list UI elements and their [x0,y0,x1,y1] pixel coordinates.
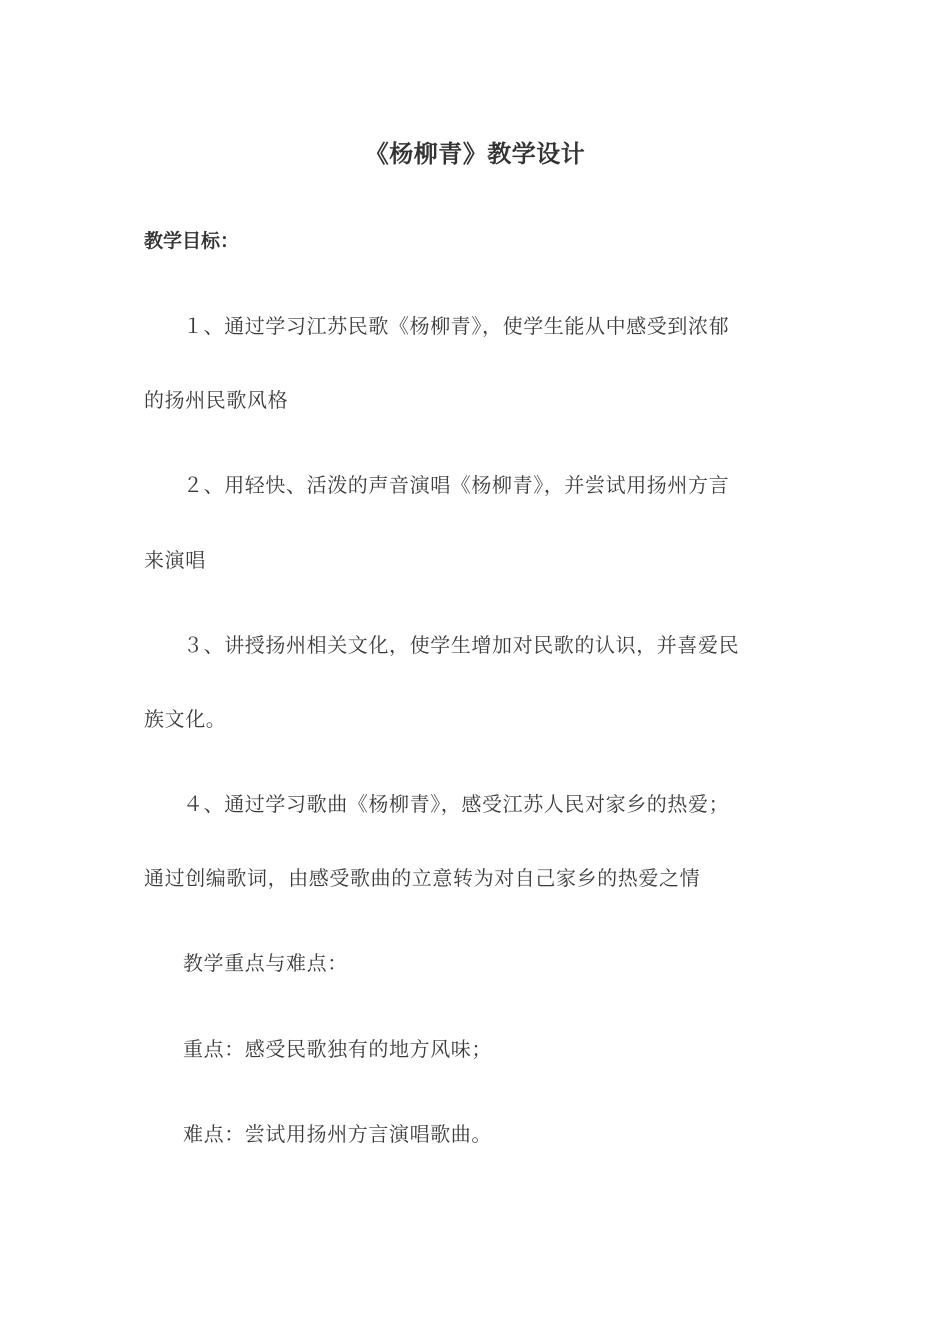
objective-4-line-1: ４、通过学习歌曲《杨柳青》，感受江苏人民对家乡的热爱； [183,792,730,816]
document-title: 《杨柳青》教学设计 [364,139,586,168]
objectives-heading: 教学目标： [144,230,240,252]
objective-2-line-1: ２、用轻快、活泼的声音演唱《杨柳青》，并尝试用扬州方言 [183,473,730,497]
objective-4-line-2: 通过创编歌词，由感受歌曲的立意转为对自己家乡的热爱之情 [144,866,701,890]
objective-1-line-2: 的扬州民歌风格 [144,388,289,412]
objective-2-line-2: 来演唱 [144,548,206,572]
objective-3-line-2: 族文化。 [144,707,227,731]
key-point: 重点：感受民歌独有的地方风味； [183,1037,492,1061]
difficult-point: 难点：尝试用扬州方言演唱歌曲。 [183,1122,492,1146]
key-points-heading: 教学重点与难点： [183,951,348,975]
objective-1-line-1: １、通过学习江苏民歌《杨柳青》，使学生能从中感受到浓郁 [183,314,730,338]
objective-3-line-1: ３、讲授扬州相关文化，使学生增加对民歌的认识，并喜爱民 [183,633,740,657]
